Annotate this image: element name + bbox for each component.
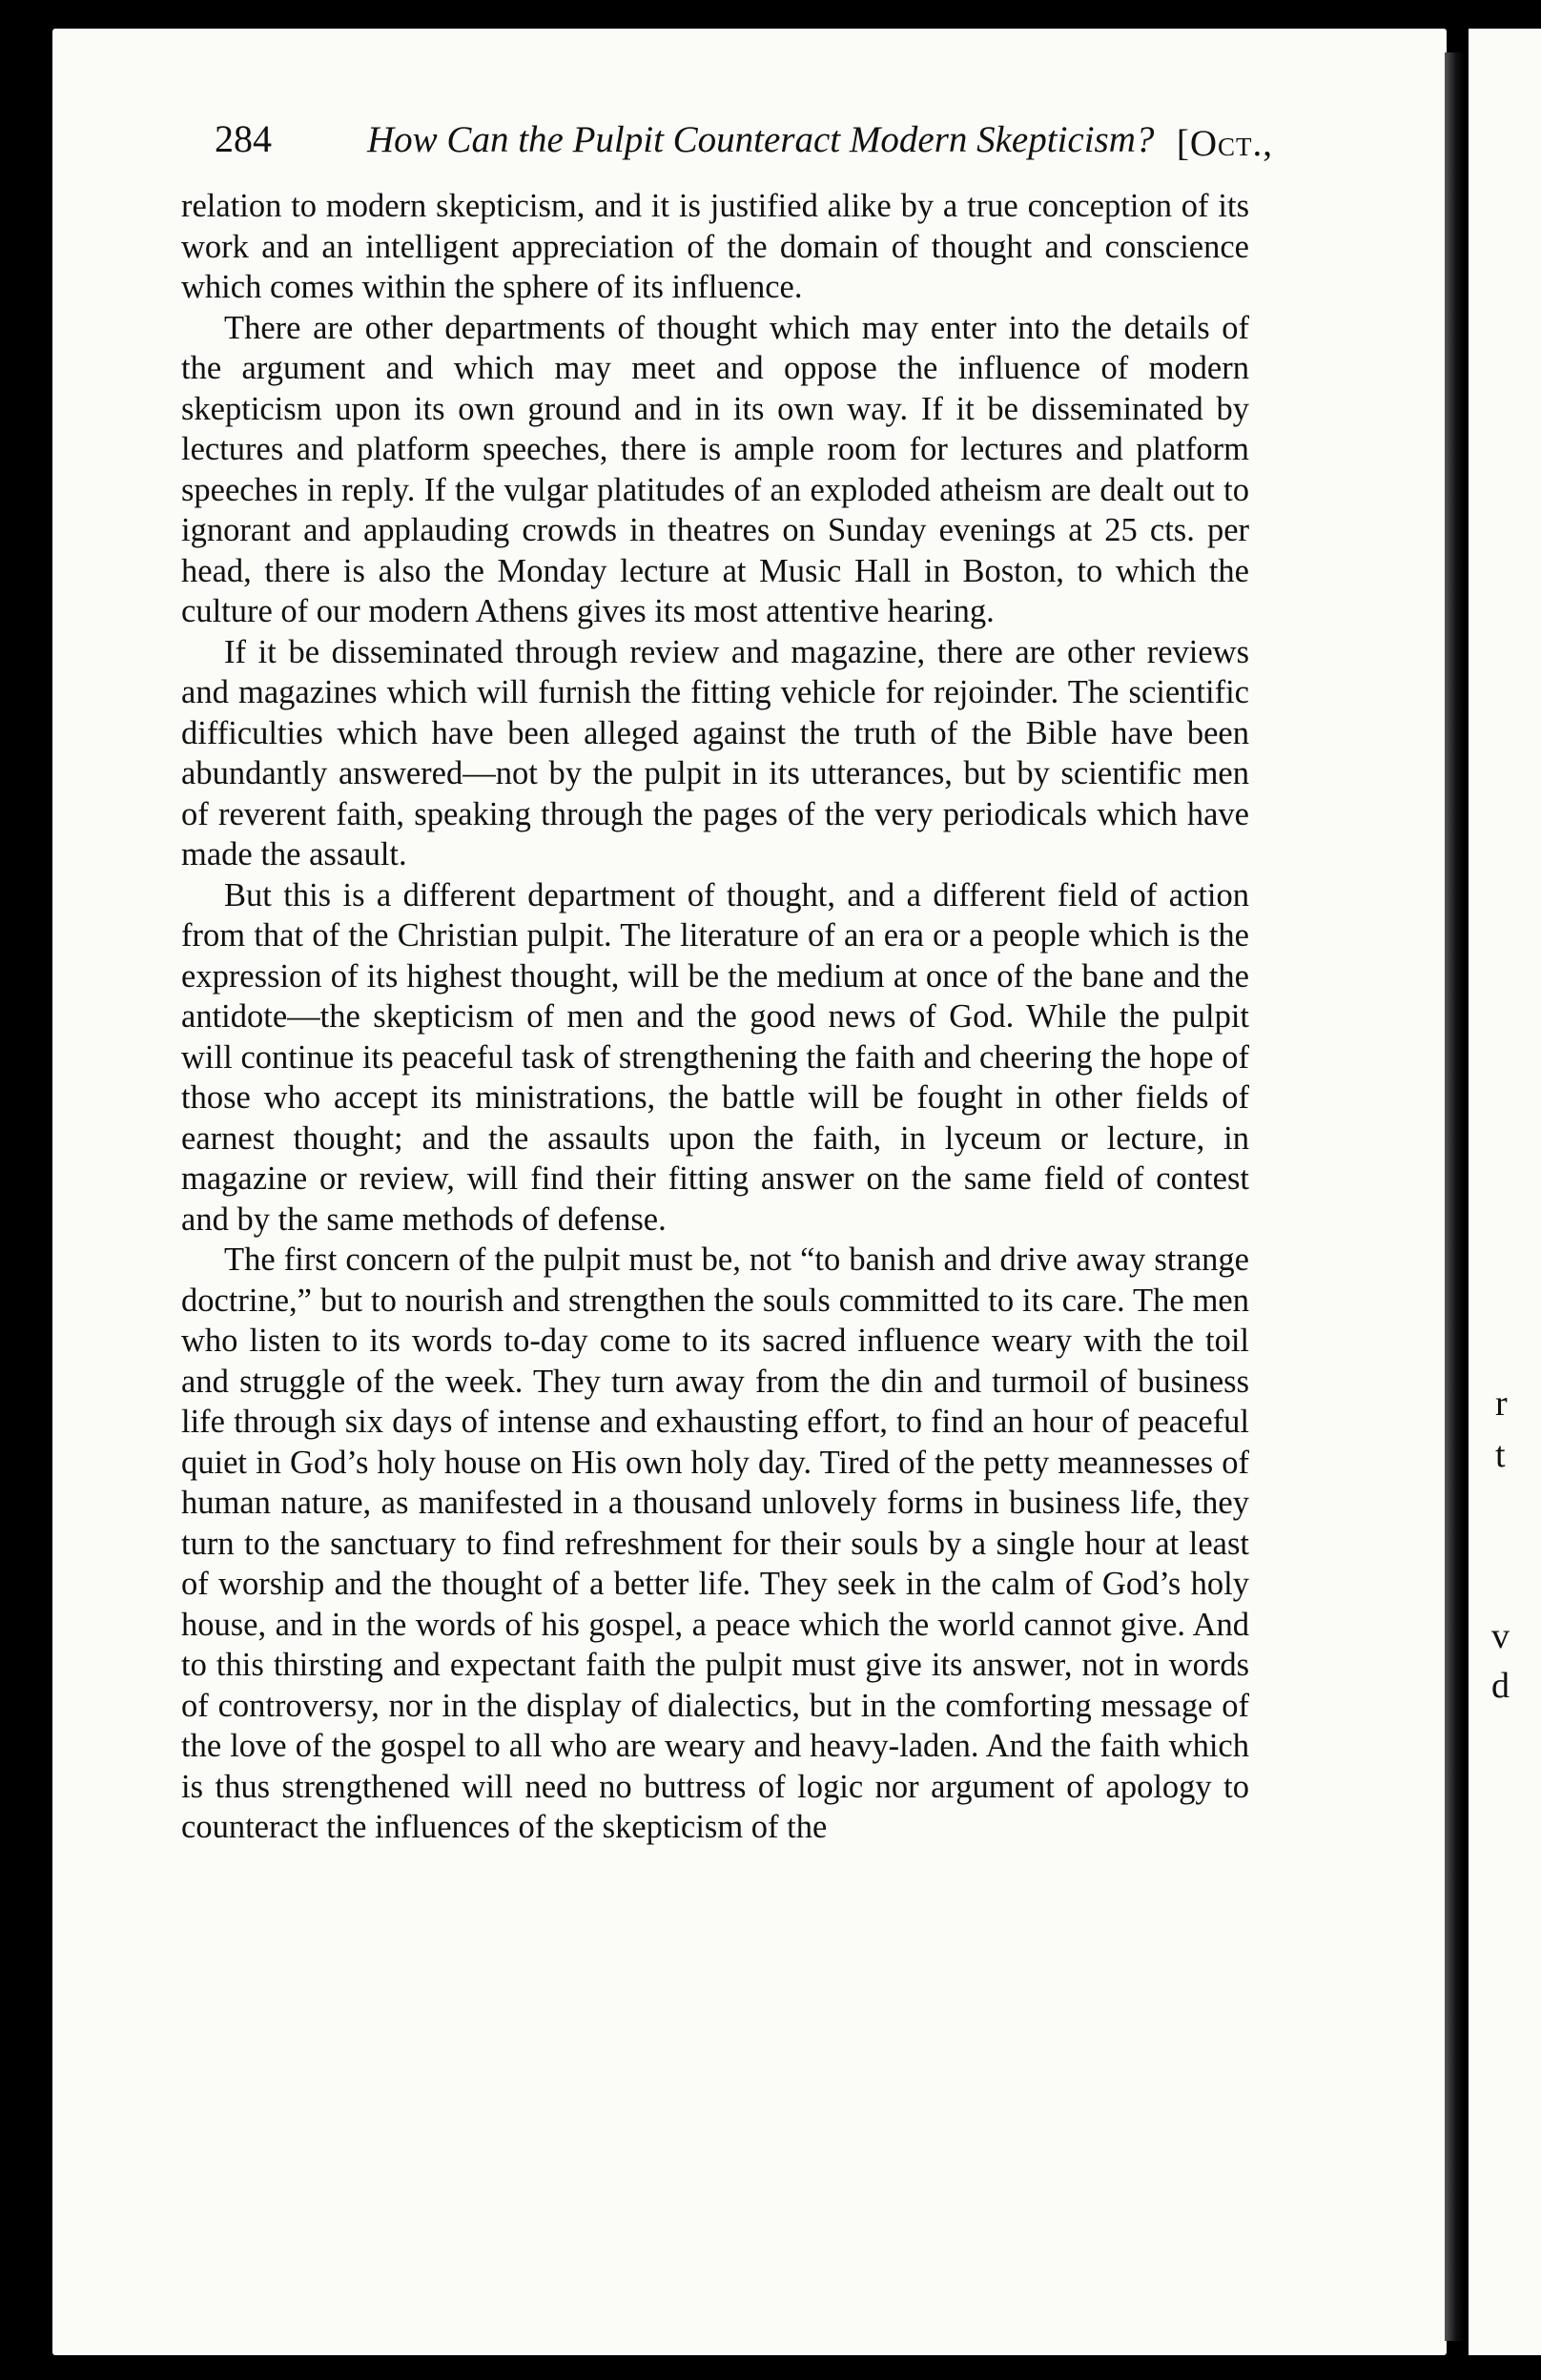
- running-title: How Can the Pulpit Counteract Modern Skepticism?: [367, 119, 1155, 160]
- adjacent-page-fragment: v: [1491, 1616, 1510, 1656]
- running-date: [Oct.,: [1176, 123, 1273, 164]
- paragraph: The first concern of the pulpit must be, not “to banish and drive away strange doctrine,” but to nourish and strengthen the souls committed to its care. The men who listen to its words to-day come to its sacred influence weary with the toil and struggle of the week. They turn away from the din and turmoil of business life through six days of intense and exhausting effort, to find an hour of peaceful quiet in God’s holy house on His own holy day. Tired of the petty meannesses of human nature, as manifested in a thousand unlovely forms in business life, they turn to the sanctuary to find refreshment for their souls by a single hour at least of worship and the thought of a better life. They seek in the calm of God’s holy house, and in the words of his gospel, a peace which the world cannot give. And to this thirsting and expectant faith the pulpit must give its answer, not in words of controversy, nor in the display of dialectics, but in the comforting message of the love of the gospel to all who are weary and heavy-laden. And the faith which is thus strengthened will need no buttress of logic nor argument of apology to counteract the influences of the skepticism of the: [181, 1241, 1249, 1845]
- adjacent-page-edge: [1469, 29, 1541, 2355]
- paragraph: But this is a different department of thought, and a different field of action from that of the Christian pulpit. The literature of an era or a people which is the expression of its highest thought, will be the medium at once of the bane and the antidote—the skepticism of men and the good news of God. While the pulpit will continue its peaceful task of strengthening the faith and cheering the hope of those who accept its ministrations, the battle will be fought in other fields of earnest thought; and the assaults upon the faith, in lyceum or lecture, in magazine or review, will find their fitting answer on the same field of contest and by the same methods of defense.: [181, 876, 1249, 1238]
- running-header: [215, 113, 1273, 170]
- adjacent-page-fragment: t: [1495, 1435, 1506, 1475]
- binding-shadow: [1445, 52, 1464, 2341]
- adjacent-page-fragment: r: [1495, 1384, 1508, 1424]
- page-number: 284: [215, 117, 272, 160]
- paragraph: relation to modern skepticism, and it is justified alike by a true conception of its work and an intelligent appreciation of the domain of thought and conscience which comes within the sphere of its influence.: [181, 188, 1249, 305]
- body-text: [181, 186, 1249, 1848]
- adjacent-page-fragment: d: [1491, 1666, 1510, 1706]
- paragraph: If it be disseminated through review and magazine, there are other reviews and magazines which will furnish the fitting vehicle for rejoinder. The scientific difficulties which have been alleged against the truth of the Bible have been abundantly answered—not by the pulpit in its utterances, but by scientific men of reverent faith, speaking through the pages of the very periodicals which have made the assault.: [181, 633, 1249, 872]
- paragraph: There are other departments of thought which may enter into the details of the argument and which may meet and oppose the influence of modern skepticism upon its own ground and in its own way. If it be disseminated by lectures and platform speeches, there is ample room for lectures and platform speeches in reply. If the vulgar platitudes of an exploded atheism are dealt out to ignorant and applauding crowds in theatres on Sunday evenings at 25 cts. per head, there is also the Monday lecture at Music Hall in Boston, to which the culture of our modern Athens gives its most attentive hearing.: [181, 309, 1249, 629]
